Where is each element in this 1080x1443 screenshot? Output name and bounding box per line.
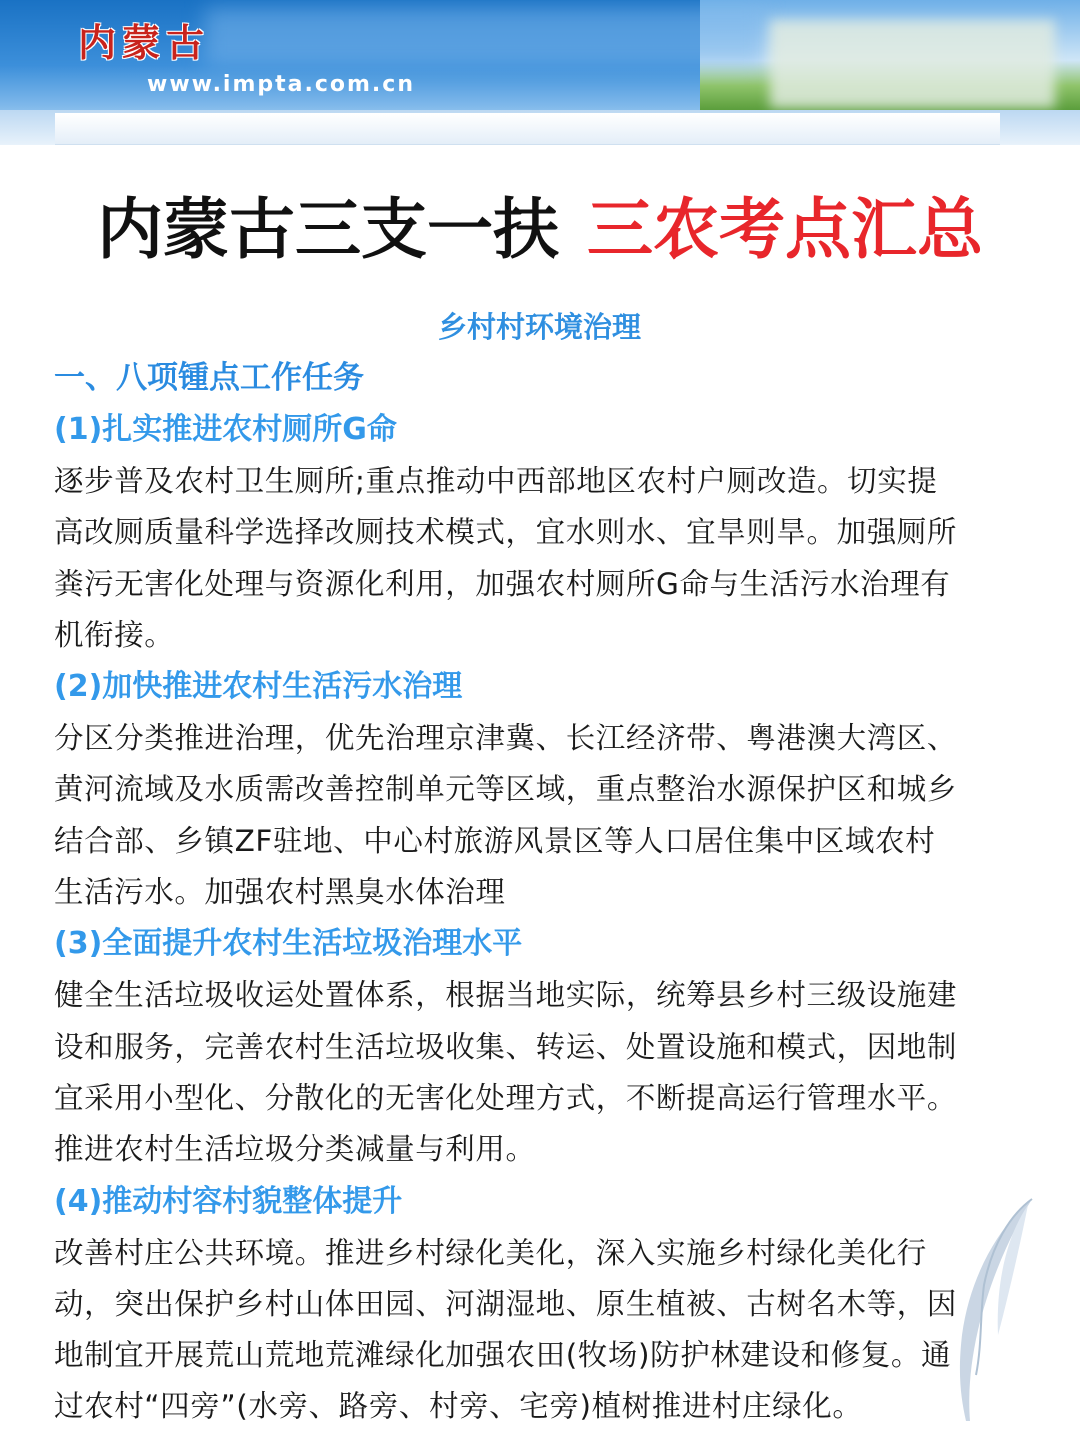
text-line: 机衔接。	[54, 617, 175, 652]
text-line: 地制宜开展荒山荒地荒滩绿化加强农田(牧场)防护林建设和修复。通	[54, 1338, 952, 1373]
item-heading-2: (2)加快推进农村生活污水治理	[54, 669, 463, 705]
text-line: 分区分类推进治理，优先治理京津冀、长江经济带、粤港澳大湾区、	[54, 721, 958, 756]
item-paragraph-4	[54, 1228, 1029, 1433]
item-heading-1: (1)扎实推进农村厕所G命	[54, 412, 397, 447]
item-paragraph-3	[54, 970, 1029, 1175]
text-line: 粪污无害化处理与资源化利用，加强农村厕所G命与生活污水治理有	[54, 566, 951, 601]
text-line: 动，突出保护乡村山体田园、河湖湿地、原生植被、古树名木等，因	[54, 1286, 958, 1321]
text-line: 过农村“四旁”(水旁、路旁、村旁、宅旁)植树推进村庄绿化。	[54, 1389, 863, 1424]
item-heading-3: (3)全面提升农村生活垃圾治理水平	[54, 926, 523, 962]
site-logo: 内蒙古	[78, 20, 211, 65]
article-body	[54, 302, 1029, 1433]
banner-stripe-bar	[55, 113, 1000, 145]
header-banner	[0, 0, 1080, 145]
title-part-red: 三农考点汇总	[587, 191, 983, 268]
feather-icon	[940, 1195, 1040, 1425]
banner-blurred-area	[205, 8, 765, 66]
item-paragraph-2	[54, 713, 1029, 918]
text-line: 生活污水。加强农村黑臭水体治理	[54, 875, 506, 910]
banner-blurred-image	[770, 20, 1055, 108]
article-subtitle: 乡村村环境治理	[437, 310, 641, 344]
section-heading: 一、八项锺点工作任务	[54, 360, 364, 396]
title-part-black: 内蒙古三支一扶	[97, 191, 559, 268]
item-heading-4: (4)推动村容村貌整体提升	[54, 1183, 403, 1219]
text-line: 健全生活垃圾收运处置体系，根据当地实际，统筹县乡村三级设施建	[54, 978, 958, 1013]
text-line: 结合部、乡镇ZF驻地、中心村旅游风景区等人口居住集中区域农村	[54, 823, 936, 858]
text-line: 逐步普及农村卫生厕所;重点推动中西部地区农村户厕改造。切实提	[54, 464, 938, 498]
text-line: 黄河流域及水质需改善控制单元等区域，重点整治水源保护区和城乡	[54, 772, 958, 807]
item-paragraph-1	[54, 456, 1029, 661]
text-line: 高改厕质量科学选择改厕技术模式，宜水则水、宜旱则旱。加强厕所	[54, 515, 958, 550]
text-line: 推进农村生活垃圾分类减量与利用。	[54, 1132, 536, 1167]
text-line: 改善村庄公共环境。推进乡村绿化美化，深入实施乡村绿化美化行	[54, 1235, 927, 1270]
text-line: 宜采用小型化、分散化的无害化处理方式，不断提高运行管理水平。	[54, 1080, 958, 1115]
page-title	[0, 190, 1080, 270]
text-line: 设和服务，完善农村生活垃圾收集、转运、处置设施和模式，因地制	[54, 1029, 958, 1064]
site-url: www.impta.com.cn	[147, 72, 415, 97]
